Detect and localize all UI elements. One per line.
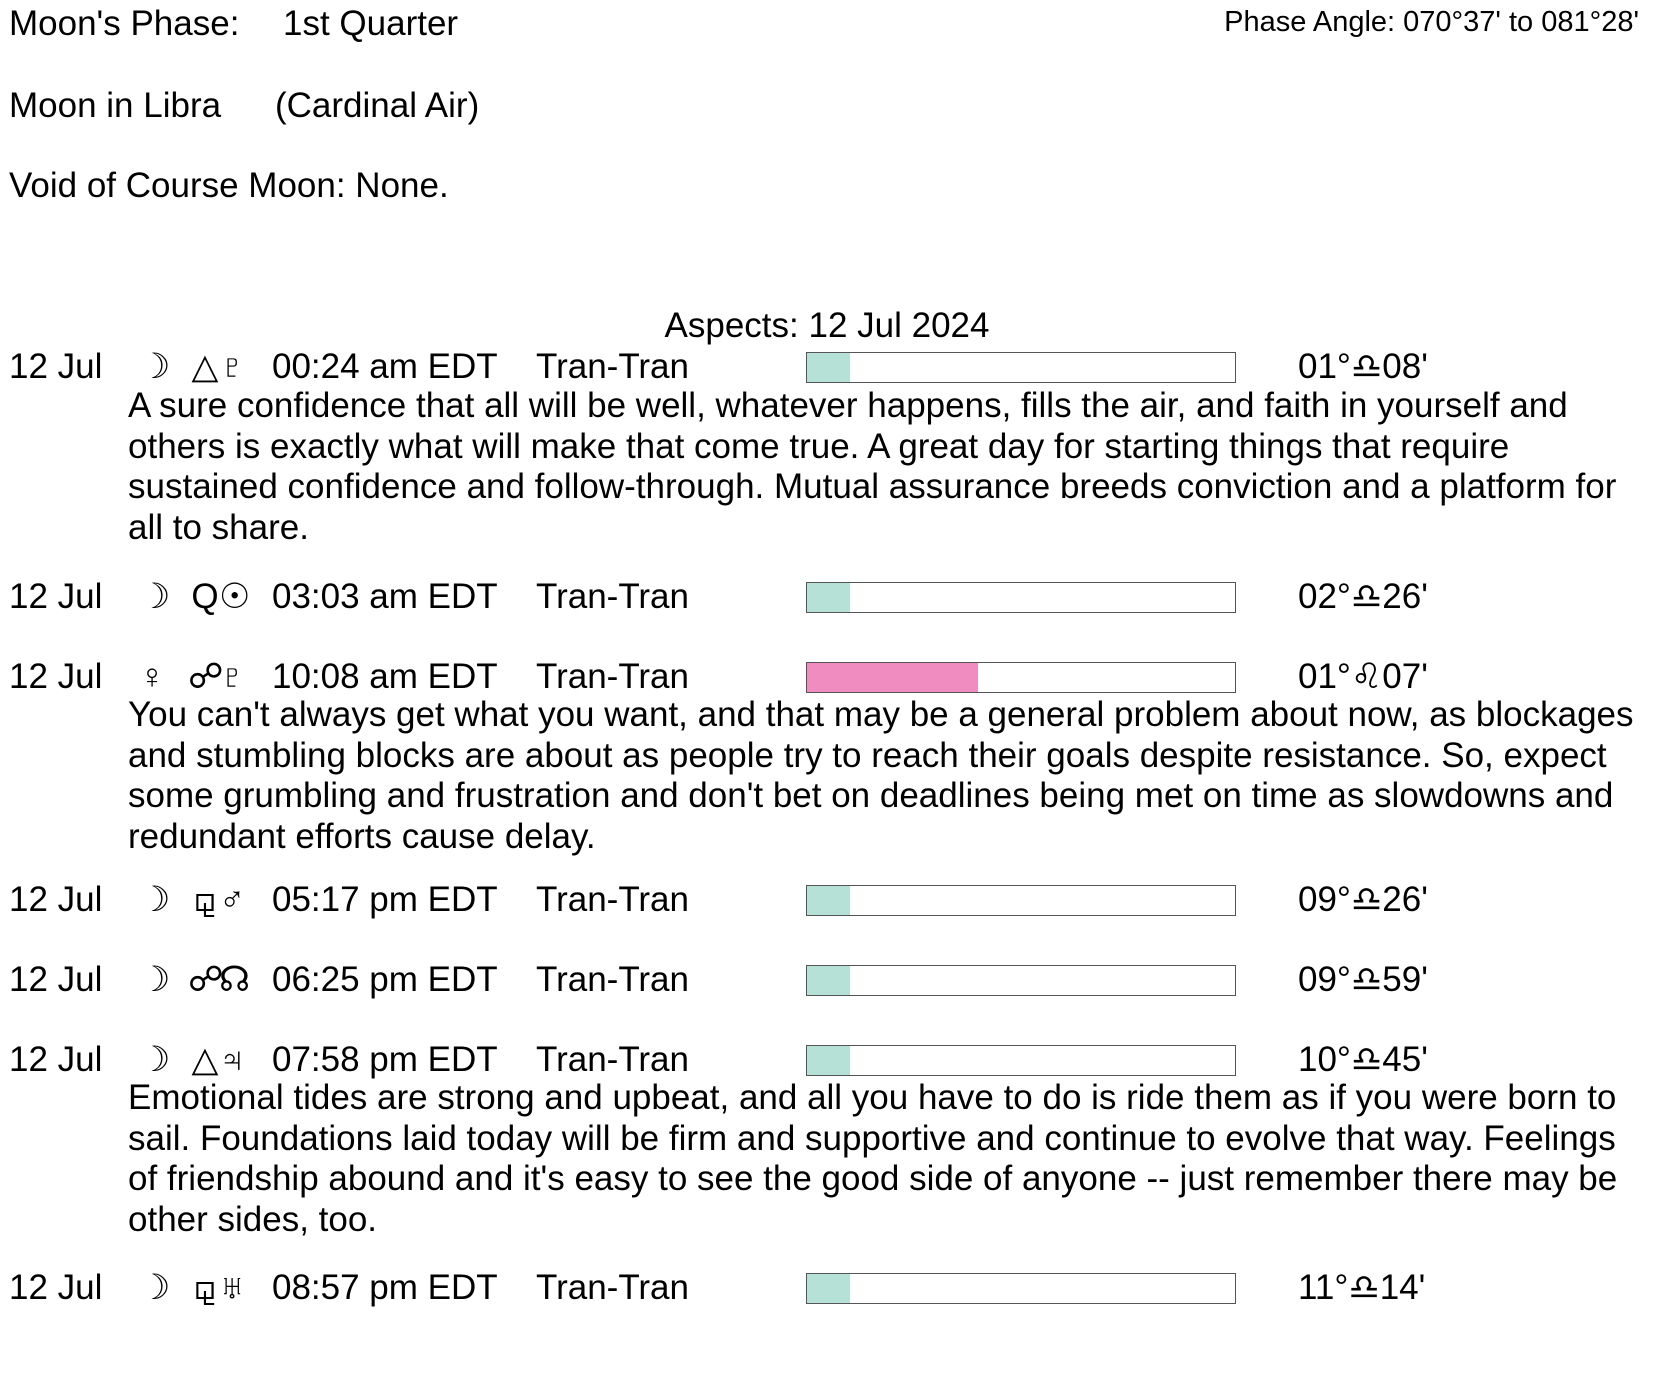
aspect-row [0, 880, 1654, 920]
trine-icon: △ [191, 347, 219, 386]
moon-icon: ☽ [139, 960, 171, 999]
strength-bar [806, 965, 1236, 996]
moon-element: (Cardinal Air) [275, 86, 480, 125]
aspect-row [0, 657, 1654, 697]
strength-bar-fill [807, 583, 850, 612]
aspect-date: 12 Jul [9, 880, 103, 919]
quintile-icon: Q [191, 577, 219, 616]
jupiter-icon: ♃ [219, 1040, 246, 1079]
aspect-row [0, 1268, 1654, 1308]
aspect-position: 02°♎26' [1298, 577, 1428, 616]
aspect-description: You can't always get what you want, and that may be a general problem about now, as blockages and stumbling blocks are about as people try to reach their goals despite resistance. So, expect some grumbling and frustration and don't bet on deadlines being met on time as slowdowns and redundant efforts cause delay. [128, 695, 1634, 856]
aspect-description: A sure confidence that all will be well, whatever happens, fills the air, and faith in yourself and others is exactly what will make that come true. A great day for starting things that require sustained confidence and follow-through. Mutual assurance breeds conviction and a platform for all to share. [128, 386, 1617, 547]
aspect-time: 06:25 pm EDT [272, 960, 498, 999]
aspect-description: Emotional tides are strong and upbeat, and all you have to do is ride them as if you were born to sail. Foundations laid today will be firm and supportive and continue to evolve that way. Feelings of friendship abound and it's easy to see the good side of anyone -- just remember there may be other sides, too. [128, 1078, 1618, 1239]
opposition-icon: ☍ [188, 657, 224, 696]
aspect-type: Tran-Tran [536, 657, 689, 696]
strength-bar-fill [807, 1274, 850, 1303]
void-of-course: Void of Course Moon: None. [9, 166, 449, 205]
moon-icon: ☽ [139, 880, 171, 919]
strength-bar-fill [807, 663, 978, 692]
moon-icon: ☽ [139, 1268, 171, 1307]
moon-phase-value: 1st Quarter [283, 4, 459, 43]
aspect-type: Tran-Tran [536, 1040, 689, 1079]
moon-phase-label: Moon's Phase: [9, 4, 240, 43]
aspect-type: Tran-Tran [536, 960, 689, 999]
aspect-date: 12 Jul [9, 577, 103, 616]
trine-icon: △ [191, 1040, 219, 1079]
aspect-type: Tran-Tran [536, 1268, 689, 1307]
aspect-time: 07:58 pm EDT [272, 1040, 498, 1079]
strength-bar [806, 582, 1236, 613]
aspect-position: 09°♎59' [1298, 960, 1428, 999]
strength-bar-fill [807, 886, 850, 915]
north-node-icon: ☊ [219, 960, 251, 999]
strength-bar-fill [807, 966, 850, 995]
phase-angle: Phase Angle: 070°37' to 081°28' [1224, 6, 1639, 38]
aspect-date: 12 Jul [9, 657, 103, 696]
aspect-time: 05:17 pm EDT [272, 880, 498, 919]
moon-icon: ☽ [139, 577, 171, 616]
aspects-title: Aspects: 12 Jul 2024 [664, 306, 990, 345]
aspect-time: 10:08 am EDT [272, 657, 498, 696]
aspect-time: 00:24 am EDT [272, 347, 498, 386]
mars-icon: ♂ [219, 880, 246, 919]
pluto-icon: ♇ [219, 347, 246, 386]
strength-bar-fill [807, 353, 850, 382]
aspect-type: Tran-Tran [536, 347, 689, 386]
opposition-icon: ☍ [188, 960, 224, 999]
aspect-type: Tran-Tran [536, 577, 689, 616]
aspect-date: 12 Jul [9, 1040, 103, 1079]
strength-bar [806, 1273, 1236, 1304]
aspect-row [0, 1040, 1654, 1080]
aspect-row [0, 347, 1654, 387]
aspect-time: 08:57 pm EDT [272, 1268, 498, 1307]
aspect-date: 12 Jul [9, 1268, 103, 1307]
aspect-position: 01°♌07' [1298, 657, 1428, 696]
aspect-row [0, 960, 1654, 1000]
aspect-row [0, 577, 1654, 617]
moon-icon: ☽ [139, 347, 171, 386]
aspect-type: Tran-Tran [536, 880, 689, 919]
pluto-icon: ♇ [219, 657, 246, 696]
aspect-position: 10°♎45' [1298, 1040, 1428, 1079]
aspect-time: 03:03 am EDT [272, 577, 498, 616]
moon-sign: Moon in Libra [9, 86, 222, 125]
strength-bar [806, 352, 1236, 383]
aspect-position: 11°♎14' [1298, 1268, 1426, 1307]
moon-icon: ☽ [139, 1040, 171, 1079]
venus-icon: ♀ [139, 657, 166, 696]
uranus-icon: ♅ [219, 1268, 246, 1307]
strength-bar [806, 1045, 1236, 1076]
strength-bar-fill [807, 1046, 850, 1075]
aspect-position: 09°♎26' [1298, 880, 1428, 919]
strength-bar [806, 885, 1236, 916]
strength-bar [806, 662, 1236, 693]
sun-icon: ☉ [219, 577, 251, 616]
square-icon: ⚼ [192, 1268, 218, 1307]
aspect-date: 12 Jul [9, 347, 103, 386]
aspect-date: 12 Jul [9, 960, 103, 999]
aspect-position: 01°♎08' [1298, 347, 1428, 386]
square-icon: ⚼ [192, 880, 218, 919]
